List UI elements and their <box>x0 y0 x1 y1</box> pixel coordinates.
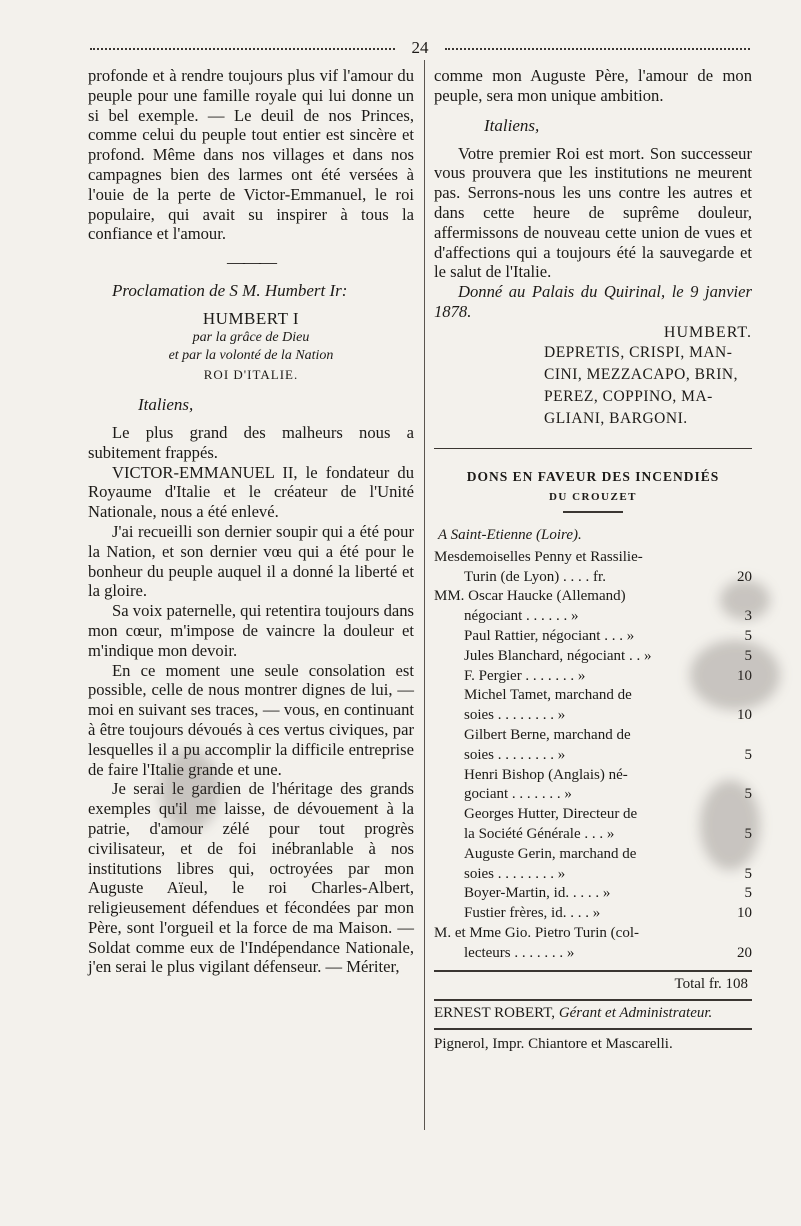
donation-row <box>434 726 752 746</box>
ministers-line: DEPRETIS, CRISPI, MAN- <box>544 343 733 361</box>
donation-amount: 5 <box>744 647 752 664</box>
donation-name: F. Pergier . . . . . . . » <box>464 667 586 684</box>
donation-name: Mesdemoiselles Penny et Rassilie- <box>434 548 643 565</box>
donation-row <box>434 607 752 627</box>
ink-smudge <box>160 750 220 830</box>
donation-row <box>434 766 752 786</box>
proclamation-paragraph: En ce moment une seule consolation est possible, celle de nous montrer dignes de lui, — moi en suivant ses traces, — vous, en continuant à être toujours dévoués à ces vertus civiques, par lesquelles il a pu accomplir la difficile entreprise de faire l'Italie grande et une. <box>88 660 414 779</box>
donation-amount: 5 <box>744 825 752 842</box>
proclamation-paragraph: Sa voix paternelle, qui retentira toujours dans mon cœur, m'impose de vaincre la douleur et m'indique mon devoir. <box>88 601 414 660</box>
donation-place: A Saint-Etienne (Loire). <box>438 526 582 543</box>
page-header <box>90 38 750 58</box>
donation-name: Michel Tamet, marchand de <box>464 687 632 704</box>
donation-name: Paul Rattier, négociant . . . » <box>464 627 635 644</box>
ministers-list <box>434 342 752 430</box>
proclamation-title: Proclamation de S M. Humbert Ir: <box>112 281 348 301</box>
volonte-line: et par la volonté de la Nation <box>168 347 334 363</box>
donation-name: Jules Blanchard, négociant . . » <box>464 647 652 664</box>
roi-line: ROI D'ITALIE. <box>203 366 299 382</box>
donation-name: Gilbert Berne, marchand de <box>464 726 631 743</box>
donation-name: Boyer-Martin, id. . . . . » <box>464 885 611 902</box>
donation-amount: 3 <box>744 608 752 625</box>
section-rule <box>434 448 752 449</box>
donation-name: Auguste Gerin, marchand de <box>464 845 637 862</box>
proclamation-paragraph: Votre premier Roi est mort. Son successeur vous prouvera que les institutions ne meurent pas. Serrons-nous les uns contre les autres et dans cette heure de suprême douleur, affermissons de nouveau cette union de vues et d'affections qui a toujours été la sauvegarde et le salut de l'Italie. <box>434 143 752 282</box>
donation-name: MM. Oscar Haucke (Allemand) <box>434 588 626 605</box>
grace-line: par la grâce de Dieu <box>192 329 310 345</box>
gerant-line <box>434 1005 752 1022</box>
left-column <box>88 66 414 977</box>
column-divider <box>424 60 425 1130</box>
humbert-heading: HUMBERT I <box>202 308 300 328</box>
donation-row <box>434 568 752 588</box>
donation-name: Fustier frères, id. . . . » <box>464 905 601 922</box>
donation-name: la Société Générale . . . » <box>464 825 615 842</box>
proclamation-paragraph: Le plus grand des malheurs nous a subitement frappés. <box>88 422 414 462</box>
header-rule-right <box>445 48 750 50</box>
dons-subtitle: DU CROUZET <box>548 490 638 503</box>
gerant-title: Gérant et Administrateur. <box>558 1004 713 1021</box>
article-paragraph: profonde et à rendre toujours plus vif l'amour du peuple pour une famille royale qui lui donne un si bel exemple. — Le deuil de nos Princes, comme celui du peuple tout entier est sincère et profond. Même dans nos villages et dans nos campagnes bien des larmes ont été versées à l'ouie de la perte de Victor-Emmanuel, le roi populaire, qui avait su inspirer à tous la confiance et l'amour. <box>88 66 414 244</box>
donation-row <box>434 944 752 964</box>
proclamation-paragraph: J'ai recueilli son dernier soupir qui a été pour la Nation, et son dernier vœu qui a été pour le bonheur du peuple auquel il a donné la liberté et la gloire. <box>88 521 414 601</box>
donation-name: soies . . . . . . . . » <box>464 707 566 724</box>
header-rule-left <box>90 48 395 50</box>
footer-rule <box>434 999 752 1001</box>
donation-row <box>434 627 752 647</box>
donation-name: soies . . . . . . . . » <box>464 746 566 763</box>
donation-name: M. et Mme Gio. Pietro Turin (col- <box>434 924 639 941</box>
donation-row <box>434 884 752 904</box>
ministers-line: PEREZ, COPPINO, MA- <box>544 387 713 405</box>
ministers-line: GLIANI, BARGONI. <box>544 409 688 427</box>
donation-row <box>434 746 752 766</box>
donation-row <box>434 706 752 726</box>
donation-amount: 10 <box>737 667 752 684</box>
proclamation-continuation: comme mon Auguste Père, l'amour de mon peuple, sera mon unique ambition. <box>434 66 752 105</box>
italiens-salutation: Italiens, <box>484 115 540 135</box>
footer-rule <box>434 1028 752 1030</box>
dons-title: DONS EN FAVEUR DES INCENDIÉS <box>466 468 720 484</box>
donation-name: Henri Bishop (Anglais) né- <box>464 766 628 783</box>
signature: HUMBERT. <box>663 323 752 341</box>
donation-amount: 10 <box>737 707 752 724</box>
donation-name: négociant . . . . . . » <box>464 608 579 625</box>
printer-line: Pignerol, Impr. Chiantore et Mascarelli. <box>434 1035 673 1052</box>
ministers-line: CINI, MEZZACAPO, BRIN, <box>544 365 738 383</box>
separator-dash: ——— <box>227 252 275 273</box>
ink-smudge <box>700 780 760 870</box>
donation-row <box>434 587 752 607</box>
donation-name: lecteurs . . . . . . . » <box>464 944 575 961</box>
donation-amount: 5 <box>744 865 752 882</box>
short-rule <box>563 511 623 513</box>
ink-smudge <box>690 640 780 710</box>
donation-name: Turin (de Lyon) . . . . fr. <box>464 568 606 585</box>
donation-name: gociant . . . . . . . » <box>464 786 572 803</box>
donation-amount: 5 <box>744 885 752 902</box>
date-line: Donné au Palais du Quirinal, le 9 janvier 1878. <box>434 282 752 321</box>
donation-amount: 10 <box>737 905 752 922</box>
proclamation-paragraph: VICTOR-EMMANUEL II, le fondateur du Royaume d'Italie et le créateur de l'Unité Nationale, nous a été enlevé. <box>88 462 414 522</box>
donation-amount: 5 <box>744 627 752 644</box>
donation-amount: 20 <box>737 568 752 585</box>
italiens-salutation: Italiens, <box>138 394 194 414</box>
donation-name: soies . . . . . . . . » <box>464 865 566 882</box>
gerant-name: ERNEST ROBERT, <box>434 1004 556 1021</box>
right-column <box>434 66 752 1053</box>
donation-amount: 20 <box>737 944 752 961</box>
total-rule <box>434 970 752 972</box>
donations-list <box>434 548 752 964</box>
page-number: 24 <box>411 38 429 57</box>
donation-row <box>434 904 752 924</box>
donation-amount: 5 <box>744 746 752 763</box>
ink-smudge <box>720 580 770 620</box>
donation-row <box>434 924 752 944</box>
proclamation-paragraph: Je serai le gardien de l'héritage des grands exemples qu'il me laisse, de dévouement à la patrie, d'amour zélé pour tout progrès civilisateur, et de foi inébranlable à nos institutions libres qui, octroyées par mon Auguste Aïeul, le roi Charles-Albert, religieusement défendues et fécondées par mon Père, sont l'orgueil et la force de ma Maison. — Soldat comme eux de l'Indépendance Nationale, j'en serai le plus vigilant défenseur. — Mériter, <box>88 779 414 977</box>
donation-name: Georges Hutter, Directeur de <box>464 806 638 823</box>
donation-row <box>434 548 752 568</box>
donation-row <box>434 865 752 885</box>
donations-total: Total fr. 108 <box>674 975 748 992</box>
donation-amount: 5 <box>744 786 752 803</box>
